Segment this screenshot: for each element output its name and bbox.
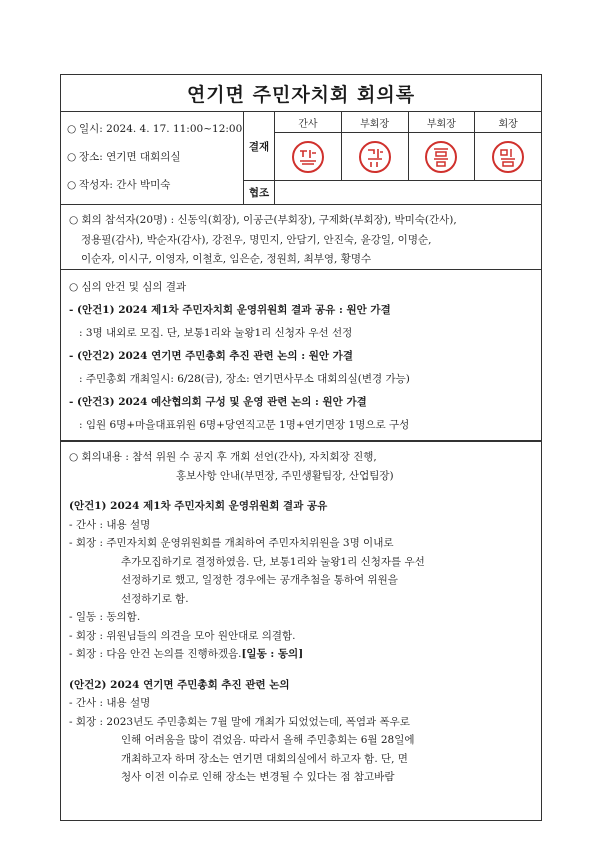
minutes-line <box>69 627 533 646</box>
role-vice-chair-1: 부회장 <box>342 112 409 132</box>
approval-table <box>243 112 541 204</box>
stamp-cell <box>409 133 476 180</box>
attendees-line: ○ 회의 참석자(20명) : 신동익(회장), 이공근(부회장), 구제화(부회장), 박미숙(간사), <box>69 214 457 226</box>
speaker-label: - 일동 : <box>69 611 107 623</box>
speech-text: 청사 이전 이슈로 인해 장소는 변경될 수 있다는 점 참고바람 <box>121 771 395 783</box>
speech-text: 내용 설명 <box>106 518 151 531</box>
agenda-item-detail: : 3명 내외로 모집. 단, 보통1리와 눌왕1리 신청자 우선 선정 <box>79 327 353 339</box>
meta-section <box>60 112 542 205</box>
speech-text: 추가모집하기로 결정하였음. 단, 보통1리와 눌왕1리 신청자를 우선 <box>121 555 425 568</box>
section-title: (안건1) 2024 제1차 주민자치회 운영위원회 결과 공유 <box>69 500 328 512</box>
speech-text: 인해 어려움을 많이 겪었음. 따라서 올해 주민총회는 6월 28일에 <box>121 734 415 746</box>
consent-note: [일동 : 동의] <box>241 648 304 660</box>
coop-label: 협조 <box>248 187 270 199</box>
minutes-line <box>69 713 533 732</box>
speaker-label: - 회장 : <box>69 537 107 549</box>
seal-stamp-icon <box>291 140 325 174</box>
speaker-label: - 회장 : <box>69 648 107 660</box>
speaker-label: - 간사 : <box>69 518 107 531</box>
meta-writer-row <box>67 176 243 204</box>
seal-stamp-icon <box>358 140 392 174</box>
role-secretary: 간사 <box>275 112 342 132</box>
meta-place: 장소: 연기면 대회의실 <box>79 151 181 163</box>
bullet-icon: ○ <box>67 151 77 163</box>
seal-stamp-icon <box>424 140 458 174</box>
minutes-line <box>69 608 533 627</box>
stamp-cell <box>475 133 541 180</box>
content-section <box>60 441 542 821</box>
speaker-label: - 회장 : <box>69 629 107 642</box>
speech-text: 2023년도 주민총회는 7월 말에 개최가 되었었는데, 폭염과 폭우로 <box>106 715 410 728</box>
speech-text: 위원님들의 의견을 모아 원안대로 의결함. <box>106 629 296 642</box>
meta-place-row <box>67 148 243 176</box>
agenda-section <box>60 270 542 441</box>
speech-text: 내용 설명 <box>106 697 151 709</box>
approval-columns <box>275 112 541 204</box>
speech-text: 주민자치회 운영위원회를 개최하여 주민자치위원을 3명 이내로 <box>106 537 394 549</box>
minutes-line <box>69 516 533 535</box>
speaker-label: - 간사 : <box>69 697 107 709</box>
speech-text: 동의함. <box>106 611 141 623</box>
meta-date: 일시: 2024. 4. 17. 11:00~12:00 <box>79 123 243 135</box>
speech-text: 선정하기로 했고, 일정한 경우에는 공개추첨을 통하여 위원을 <box>121 574 398 586</box>
meta-info <box>61 112 243 204</box>
content-intro: 홍보사항 안내(부면장, 주민생활팀장, 산업팀장) <box>176 469 394 482</box>
attendees-section <box>60 205 542 270</box>
minutes-line <box>69 694 533 713</box>
role-chair: 회장 <box>498 118 518 130</box>
agenda-item-title: - (안건2) 2024 연기면 주민총회 추진 관련 논의 : 원안 가결 <box>69 350 353 362</box>
section-title: (안건2) 2024 연기면 주민총회 추진 관련 논의 <box>69 678 290 691</box>
content-intro: ○ 회의내용 : 참석 위원 수 공지 후 개회 선언(간사), 자치회장 진행, <box>69 451 377 463</box>
meta-writer: 작성자: 간사 박미숙 <box>79 179 171 191</box>
meta-date-row <box>67 120 243 148</box>
coop-area <box>275 181 541 204</box>
stamp-cell <box>275 133 342 180</box>
document-title: 연기면 주민자치회 회의록 <box>60 74 542 112</box>
approval-roles <box>275 112 541 133</box>
speaker-label: - 회장 : <box>69 715 107 728</box>
minutes-document <box>60 74 542 821</box>
attendees-line: 이순자, 이시구, 이영자, 이철호, 임은순, 정원희, 최부영, 황명수 <box>81 253 372 265</box>
approval-label-col <box>244 112 275 204</box>
agenda-item-title: - (안건3) 2024 예산협의회 구성 및 운영 관련 논의 : 원안 가결 <box>69 396 367 408</box>
agenda-item-detail: : 주민총회 개최일시: 6/28(금), 장소: 연기면사무소 대회의실(변경 가능) <box>79 373 410 385</box>
stamp-cell <box>342 133 409 180</box>
approval-stamps <box>275 133 541 181</box>
minutes-line <box>69 645 533 664</box>
agenda-item-title: - (안건1) 2024 제1차 주민자치회 운영위원회 결과 공유 : 원안 가결 <box>69 304 391 316</box>
agenda-header: ○ 심의 안건 및 심의 결과 <box>69 281 187 293</box>
agenda-item-detail: : 임원 6명+마을대표위원 6명+당연직고문 1명+연기면장 1명으로 구성 <box>79 419 410 431</box>
speech-text: 다음 안건 논의를 진행하겠음. <box>106 648 242 660</box>
bullet-icon: ○ <box>67 123 77 135</box>
minutes-line <box>69 534 533 553</box>
speech-text: 개최하고자 하며 장소는 연기면 대회의실에서 하고자 함. 단, 면 <box>121 752 408 765</box>
bullet-icon: ○ <box>67 179 77 191</box>
approval-label: 결재 <box>244 112 274 181</box>
role-vice-chair-2: 부회장 <box>409 112 476 132</box>
attendees-line: 정용필(감사), 박순자(감사), 강전우, 명민지, 안담기, 안진숙, 윤강일, 이명순, <box>81 233 432 246</box>
seal-stamp-icon <box>491 140 525 174</box>
speech-text: 선정하기로 함. <box>121 592 189 605</box>
